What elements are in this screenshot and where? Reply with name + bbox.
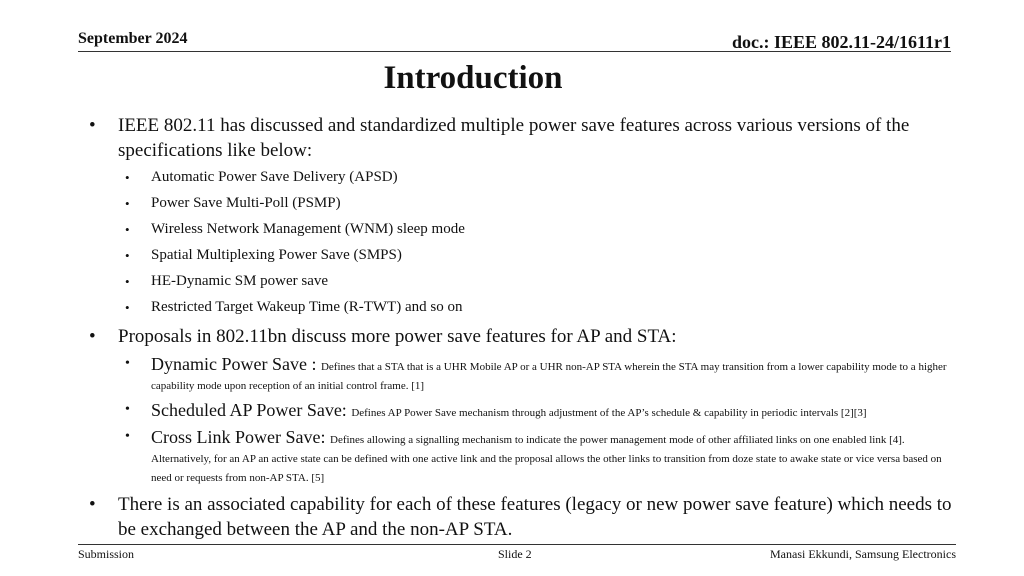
bullet-icon: • [89,494,96,515]
bullet-icon: • [125,170,130,185]
footer-slide-number: Slide 2 [498,547,532,561]
proposal-desc: Defines allowing a signalling mechanism to indicate the power management mode of other affiliated links on one enabled link [4]. Alternatively, for an AP an active state can be defined with one active link and the proposal allows the other links to transition from doze state to awake state or vice versa based on need or requests from non-AP STA. [5] [151,434,942,484]
sub-bullet-text: Automatic Power Save Delivery (APSD) [151,169,398,185]
header-doc-id: doc.: IEEE 802.11-24/1611r1 [731,32,951,52]
bullet-icon: • [125,274,130,289]
sub-bullet [89,298,958,317]
proposal-dynamic-power-save [89,354,958,395]
bullet-icon: • [125,222,130,237]
bullet-2-sublist [89,354,958,487]
bullet-icon: • [125,196,130,211]
bullet-icon: • [125,402,130,417]
bullet-1 [89,113,958,163]
proposal-lead: Dynamic Power Save : [151,354,321,374]
bullet-2-text: Proposals in 802.11bn discuss more power save features for AP and STA: [118,326,677,347]
bullet-icon: • [125,248,130,263]
sub-bullet [89,246,958,265]
bullet-icon: • [125,356,130,371]
footer-author: Manasi Ekkundi, Samsung Electronics [770,547,956,561]
header-date: September 2024 [78,30,188,47]
sub-bullet [89,272,958,291]
slide-title: Introduction [383,60,563,96]
bullet-1-text: IEEE 802.11 has discussed and standardized multiple power save features across various versions of the specifications like below: [118,115,910,161]
header-divider [78,51,951,52]
bullet-1-sublist [89,168,958,317]
proposal-scheduled-ap-power-save [89,400,958,422]
sub-bullet [89,194,958,213]
proposal-desc: Defines AP Power Save mechanism through adjustment of the AP’s schedule & capability in periodic intervals [2][3] [351,407,867,419]
bullet-icon: • [89,326,96,347]
bullet-icon: • [125,429,130,444]
sub-bullet [89,168,958,187]
sub-bullet-text: Wireless Network Management (WNM) sleep mode [151,221,465,237]
bullet-3-text: There is an associated capability for each of these features (legacy or new power save feature) which needs to be exchanged between the AP and the non-AP STA. [118,494,952,540]
proposal-lead: Scheduled AP Power Save: [151,400,352,420]
sub-bullet [89,220,958,239]
footer-submission: Submission [78,547,135,561]
bullet-icon: • [125,300,130,315]
proposal-cross-link-power-save [89,427,958,487]
sub-bullet-text: HE-Dynamic SM power save [151,273,329,289]
bullet-3 [89,492,958,542]
proposal-lead: Cross Link Power Save: [151,427,330,447]
proposal-desc: Defines that a STA that is a UHR Mobile AP or a UHR non-AP STA wherein the STA may transition from a lower capability mode to a higher capability mode upon reception of an initial control frame. [1] [151,361,947,392]
sub-bullet-text: Power Save Multi-Poll (PSMP) [151,195,341,211]
slide-body [89,113,958,547]
bullet-icon: • [89,115,96,136]
bullet-2 [89,324,958,349]
sub-bullet-text: Spatial Multiplexing Power Save (SMPS) [151,247,402,263]
footer-divider [78,544,956,545]
sub-bullet-text: Restricted Target Wakeup Time (R-TWT) and so on [151,299,463,315]
